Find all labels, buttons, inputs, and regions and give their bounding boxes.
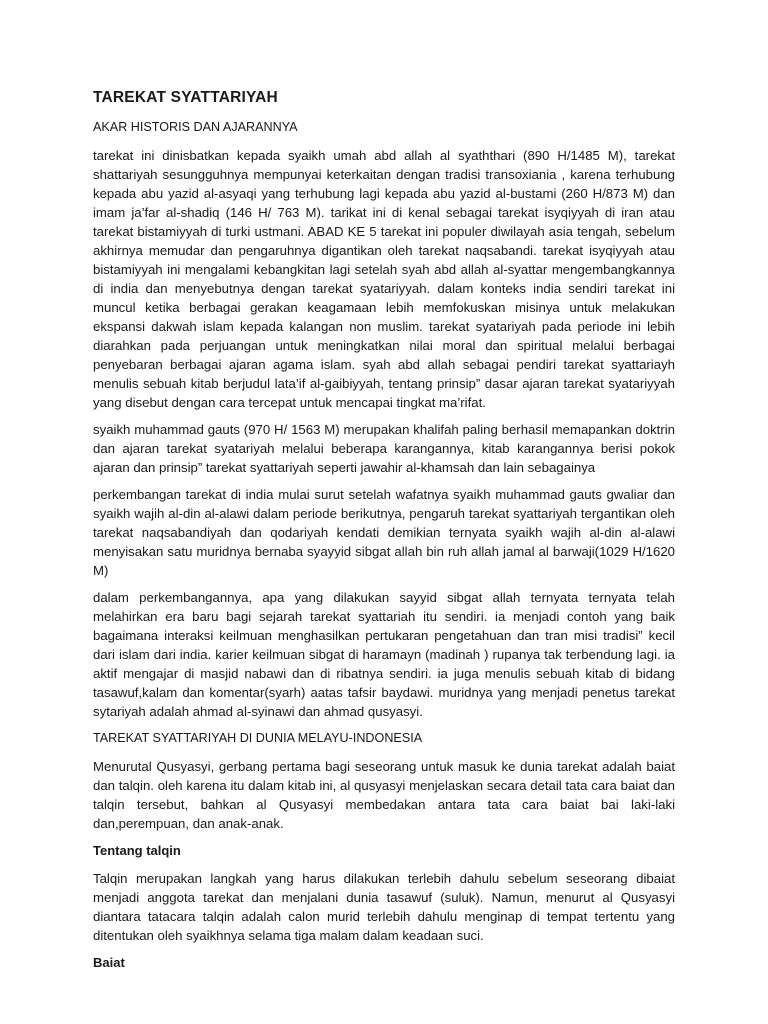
document-title: TAREKAT SYATTARIYAH (93, 89, 278, 106)
paragraph-6: Talqin merupakan langkah yang harus dilakukan terlebih dahulu sebelum seseorang dibaiat menjadi anggota tarekat dan menjalani dunia tasawuf (suluk). Namun, menurut al Qusyasyi diantara tatacara talqin adalah calon murid terlebih dahulu menginap di tempat tertentu yang ditentukan oleh syaikhnya selama tiga malam dalam keadaan suci. (93, 871, 675, 943)
paragraph-3: perkembangan tarekat di india mulai surut setelah wafatnya syaikh muhammad gauts gwaliar dan syaikh wajih al-din al-alawi dalam periode berikutnya, pengaruh tarekat syattariyah tergantikan oleh tarekat naqsabandiyah dan qodariyah kendati demikian ternyata syaikh wajih al-din al-alawi menyisakan satu muridnya bernaba syayyid sibgat allah bin ruh allah jamal al barwaji(1029 H/1620 M) (93, 487, 675, 578)
paragraph-5: Menurutal Qusyasyi, gerbang pertama bagi seseorang untuk masuk ke dunia tarekat adalah baiat dan talqin. oleh karena itu dalam kitab ini, al qusyasyi menjelaskan secara detail tata cara baiat dan talqin tersebut, bahkan al Qusyasyi membedakan antara tata cara baiat bai laki-laki dan,perempuan, dan anak-anak. (93, 759, 675, 831)
section-heading-tentang-talqin: Tentang talqin (93, 843, 181, 858)
section-heading-baiat: Baiat (93, 955, 125, 970)
document-page (93, 88, 675, 981)
section-heading-akar-historis: AKAR HISTORIS DAN AJARANNYA (93, 120, 298, 134)
paragraph-1: tarekat ini dinisbatkan kepada syaikh umah abd allah al syaththari (890 H/1485 M), tarekat shattariyah sesungguhnya mempunyai keterkaitan dengan tradisi transoxiania , karena terhubung kepada abu yazid al-asyaqi yang terhubung lagi kepada abu yazid al-bustami (260 H/873 M) dan imam ja’far al-shadiq (146 H/ 763 M). tarikat ini di kenal sebagai tarekat isyqiyyah di iran atau tarekat bistamiyyah di turki ustmani. ABAD KE 5 tarekat ini populer diwilayah asia tengah, sebelum akhirnya memudar dan pengaruhnya digantikan oleh tarekat naqsabandi. tarekat isyqiyyah atau bistamiyyah ini mengalami kebangkitan lagi setelah syah abd allah al-syattar mengembangkannya di india dan menyebutnya dengan tarekat syatariyyah. dalam konteks india sendiri tarekat ini muncul ketika berbagai gerakan keagamaan lebih memfokuskan misinya untuk melakukan ekspansi dakwah islam kepada kalangan non muslim. tarekat syatariyah pada periode ini lebih diarahkan pada perjuangan untuk meningkatkan nilai moral dan spiritual melalui berbagai penyebaran berbagai ajaran agama islam. syah abd allah sebagai pendiri tarekat syattariayh menulis sebuah kitab berjudul lata’if al-gaibiyyah, tentang prinsip” dasar ajaran tarekat syatariyyah yang disebut dengan cara tercepat untuk mencapai tingkat ma’rifat. (93, 148, 675, 410)
paragraph-2: syaikh muhammad gauts (970 H/ 1563 M) merupakan khalifah paling berhasil memapankan doktrin dan ajaran tarekat syatariyah melalui beberapa karangannya, kitab karangannya berisi pokok ajaran dan prinsip” tarekat syattariyah seperti jawahir al-khamsah dan lain sebagainya (93, 422, 675, 475)
section-heading-dunia-melayu: TAREKAT SYATTARIYAH DI DUNIA MELAYU-INDONESIA (93, 731, 423, 745)
paragraph-4: dalam perkembangannya, apa yang dilakukan sayyid sibgat allah ternyata ternyata telah melahirkan era baru bagi sejarah tarekat syattariah itu sendiri. ia menjadi contoh yang baik bagaimana interaksi keilmuan menghasilkan pertukaran pengetahuan dan tran misi tradisi” kecil dari islam dari india. karier keilmuan sibgat di haramayn (madinah ) rupanya tak terbendung lagi. ia aktif mengajar di masjid nabawi dan di ribatnya sendiri. ia juga menulis sebuah kitab di bidang tasawuf,kalam dan komentar(syarh) aatas tafsir baydawi. muridnya yang menjadi penetus tarekat sytariyah adalah ahmad al-syinawi dan ahmad qusyasyi. (93, 590, 675, 719)
